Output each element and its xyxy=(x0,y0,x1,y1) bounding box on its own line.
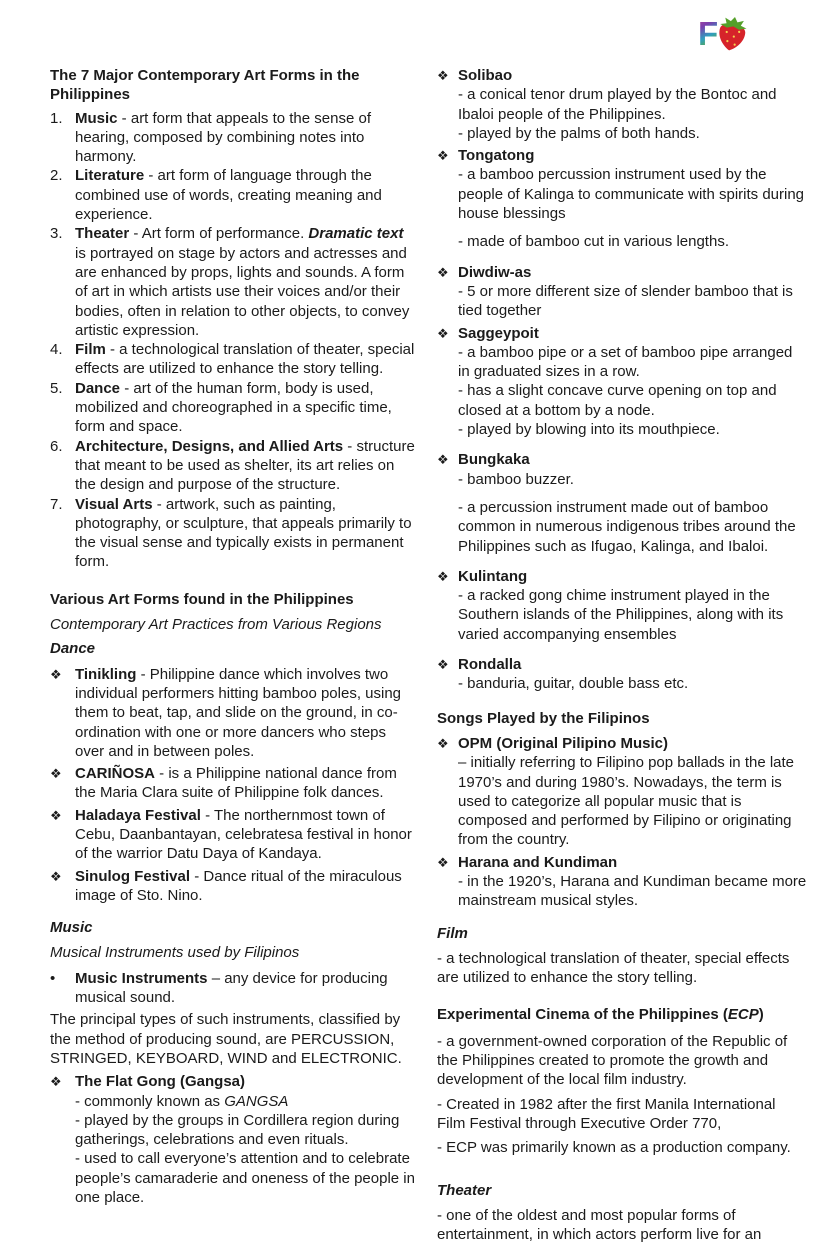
text-segment: Experimental Cinema of the Philippines xyxy=(437,1006,723,1024)
list-item xyxy=(50,867,418,906)
list-item xyxy=(50,1072,418,1207)
paragraph xyxy=(50,1010,418,1068)
bullet-icon: ❖ xyxy=(437,264,449,280)
list-item-content xyxy=(75,495,418,572)
diamond-bullet-list xyxy=(50,665,418,906)
text-segment: Musical Instruments used by Filipinos xyxy=(50,944,300,962)
list-item xyxy=(437,450,807,555)
text-segment: - a racked gong chime instrument played in the Southern islands of the Philippines, along with its varied accompanying ensembles xyxy=(458,587,784,643)
bullet-icon: ❖ xyxy=(437,148,449,164)
paragraph xyxy=(458,872,807,911)
bold-italic-subheading xyxy=(50,639,418,658)
paragraph xyxy=(75,764,418,803)
text-segment: - is a Philippine national dance from the Maria Clara suite of Philippine folk dances. xyxy=(75,765,397,802)
diamond-bullet-list xyxy=(437,66,807,694)
diamond-bullet-list xyxy=(437,734,807,911)
dot-bullet-list xyxy=(50,969,418,1008)
text-segment: - 5 or more different size of slender bamboo that is tied together xyxy=(458,282,793,320)
text-segment: Music Instruments xyxy=(75,969,208,987)
paragraph xyxy=(458,470,807,489)
diamond-bullet-list xyxy=(50,1072,418,1207)
text-segment: ( xyxy=(722,1006,728,1024)
paragraph xyxy=(437,1206,807,1244)
paragraph xyxy=(458,420,807,439)
paragraph xyxy=(75,665,418,761)
bullet-icon: ❖ xyxy=(50,666,62,682)
paragraph xyxy=(75,969,418,1008)
paragraph xyxy=(437,1095,807,1134)
text-segment: - art form that appeals to the sense of hearing, composed by combining notes into harmony. xyxy=(75,109,371,166)
paragraph xyxy=(75,867,418,906)
paragraph xyxy=(458,85,807,124)
text-segment: - Dance ritual of the miraculous image of Sto. Nino. xyxy=(75,867,402,904)
text-segment: - a government-owned corporation of the Republic of the Philippines created to promote the growth and development of the local film industry. xyxy=(437,1032,788,1089)
list-item xyxy=(437,734,807,850)
bold-italic-subheading xyxy=(437,924,807,943)
list-item xyxy=(50,437,418,495)
text-segment: Tongatong xyxy=(458,147,535,165)
text-segment: – any device for producing musical sound. xyxy=(75,969,388,1007)
text-segment: - in the 1920’s, Harana and Kundiman became more mainstream musical styles. xyxy=(458,872,807,910)
text-segment: Various Art Forms found in the Philippines xyxy=(50,590,354,608)
bullet-icon: ❖ xyxy=(437,452,449,468)
list-item-content xyxy=(458,450,807,555)
paragraph xyxy=(75,1092,418,1111)
list-item xyxy=(50,806,418,864)
paragraph xyxy=(75,166,418,224)
list-item xyxy=(50,379,418,437)
paragraph xyxy=(75,495,418,572)
section-heading xyxy=(437,1005,807,1024)
text-segment: Music xyxy=(75,109,118,127)
bullet-icon: ❖ xyxy=(437,657,449,673)
list-item-content xyxy=(75,379,418,437)
item-number: 4. xyxy=(50,341,63,359)
italic-subheading xyxy=(50,615,418,634)
list-item-content xyxy=(458,324,807,440)
text-segment: Harana and Kundiman xyxy=(458,853,618,871)
paragraph xyxy=(458,263,807,282)
bold-italic-subheading xyxy=(437,1181,807,1200)
text-segment: Visual Arts xyxy=(75,495,153,513)
paragraph xyxy=(458,324,807,343)
text-segment: Literature xyxy=(75,167,145,185)
text-segment: - a technological translation of theater, special effects are utilized to enhance the story telling. xyxy=(437,949,790,987)
paragraph xyxy=(458,567,807,586)
bullet-icon: ❖ xyxy=(437,735,449,751)
text-segment: - a percussion instrument made out of bamboo common in numerous indigenous tribes around the Philippines such as Ifugao, Kalinga, and Ibaloi. xyxy=(458,498,796,555)
text-segment: - Created in 1982 after the first Manila International Film Festival through Executive Order 770, xyxy=(437,1095,776,1132)
text-segment: Dramatic text xyxy=(308,225,404,243)
text-segment: Dance xyxy=(50,640,96,658)
text-segment: Music xyxy=(50,919,93,937)
paragraph xyxy=(458,450,807,469)
bullet-icon: ❖ xyxy=(50,1074,62,1090)
text-segment: CARIÑOSA xyxy=(75,765,156,783)
list-item-content xyxy=(458,853,807,911)
list-item-content xyxy=(75,806,418,864)
paragraph xyxy=(437,1138,807,1157)
text-segment: - a bamboo percussion instrument used by the people of Kalinga to communicate with spirits during house blessings xyxy=(458,166,805,223)
list-item xyxy=(437,655,807,694)
paragraph xyxy=(75,109,418,167)
paragraph xyxy=(75,806,418,864)
text-segment: Contemporary Art Practices from Various Regions xyxy=(50,616,382,634)
item-number: 6. xyxy=(50,437,63,455)
text-segment: Bungkaka xyxy=(458,451,530,469)
text-segment: Film xyxy=(437,924,468,942)
list-item-content xyxy=(75,166,418,224)
logo xyxy=(698,14,751,54)
text-segment: - Philippine dance which involves two individual performers hitting bamboo poles, using them to beat, tap, and slide on the ground, in co-ordination with one or more dancers who steps over and in between poles. xyxy=(75,665,402,760)
text-segment: - has a slight concave curve opening on top and closed at a bottom by a node. xyxy=(458,382,777,419)
paragraph xyxy=(458,655,807,674)
text-segment: - played by the groups in Cordillera region during gatherings, celebrations and even rituals. xyxy=(75,1111,400,1149)
text-segment: ) xyxy=(758,1006,764,1024)
text-segment: - a conical tenor drum played by the Bontoc and Ibaloi people of the Philippines. xyxy=(458,86,777,123)
text-segment: - made of bamboo cut in various lengths. xyxy=(458,233,729,251)
text-segment: - played by blowing into its mouthpiece. xyxy=(458,421,720,439)
list-item xyxy=(50,340,418,379)
text-segment: - commonly known as xyxy=(75,1092,225,1110)
list-item-content xyxy=(75,437,418,495)
paragraph xyxy=(458,232,807,251)
text-segment: Architecture, Designs, and Allied Arts xyxy=(75,437,344,455)
text-segment: Haladaya Festival xyxy=(75,806,201,824)
list-item-content xyxy=(75,1072,418,1207)
logo-letter: F xyxy=(698,15,718,52)
text-segment: - art of the human form, body is used, mobilized and choreographed in a specific time, form and space. xyxy=(75,379,392,436)
list-item xyxy=(50,764,418,803)
list-item-content xyxy=(75,867,418,906)
text-segment: The Flat Gong (Gangsa) xyxy=(75,1073,246,1091)
bold-italic-subheading xyxy=(50,918,418,937)
bullet-icon: • xyxy=(50,969,56,987)
item-number: 2. xyxy=(50,167,63,185)
paragraph xyxy=(75,437,418,495)
text-segment: Songs Played by the Filipinos xyxy=(437,709,650,727)
text-segment: Theater xyxy=(75,225,130,243)
bullet-icon: ❖ xyxy=(50,868,62,884)
text-segment: Kulintang xyxy=(458,567,528,585)
bullet-icon: ❖ xyxy=(437,568,449,584)
paragraph xyxy=(458,586,807,644)
text-segment: - art form of language through the combined use of words, creating meaning and experience. xyxy=(75,167,382,224)
text-segment: Dance xyxy=(75,379,121,397)
list-item xyxy=(50,495,418,572)
text-segment: - one of the oldest and most popular forms of entertainment, in which actors perform live for an xyxy=(437,1206,762,1244)
list-item xyxy=(50,224,418,340)
list-item xyxy=(50,969,418,1008)
list-item-content xyxy=(75,224,418,340)
list-item-content xyxy=(458,655,807,694)
list-item-content xyxy=(75,109,418,167)
item-number: 3. xyxy=(50,225,63,243)
list-item-content xyxy=(458,263,807,321)
paragraph xyxy=(75,224,418,340)
text-segment: - Art form of performance. xyxy=(129,225,309,243)
list-item xyxy=(50,665,418,761)
strawberry-icon xyxy=(713,14,751,54)
item-number: 1. xyxy=(50,109,63,127)
list-item-content xyxy=(458,66,807,143)
list-item xyxy=(437,567,807,644)
text-segment: - bamboo buzzer. xyxy=(458,470,574,488)
paragraph xyxy=(458,124,807,143)
text-segment: GANGSA xyxy=(224,1092,289,1110)
bullet-icon: ❖ xyxy=(437,854,449,870)
paragraph xyxy=(458,146,807,165)
text-segment: - played by the palms of both hands. xyxy=(458,124,700,142)
text-segment: Film xyxy=(75,341,106,359)
text-segment: Rondalla xyxy=(458,656,522,674)
paragraph xyxy=(437,949,807,988)
text-segment: ECP xyxy=(727,1006,759,1024)
paragraph xyxy=(458,381,807,420)
text-segment: - ECP was primarily known as a production company. xyxy=(437,1139,791,1157)
bullet-icon: ❖ xyxy=(50,807,62,823)
item-number: 7. xyxy=(50,495,63,513)
list-item-content xyxy=(75,969,418,1008)
paragraph xyxy=(458,66,807,85)
paragraph xyxy=(458,498,807,556)
text-segment: - artwork, such as painting, photography, or sculpture, that appeals primarily to the visual sense and typically exists in permanent form. xyxy=(75,495,412,571)
paragraph xyxy=(458,343,807,382)
list-item-content xyxy=(458,734,807,850)
text-segment: OPM (Original Pilipino Music) xyxy=(458,734,669,752)
paragraph xyxy=(458,674,807,693)
paragraph xyxy=(458,282,807,321)
list-item xyxy=(437,853,807,911)
text-segment: - structure that meant to be used as shelter, its art relies on the design and purpose of the structure. xyxy=(75,437,415,494)
text-segment: - a technological translation of theater, special effects are utilized to enhance the story telling. xyxy=(75,341,415,378)
left-column xyxy=(50,66,418,1207)
section-heading xyxy=(437,709,807,728)
list-item-content xyxy=(75,340,418,379)
bullet-icon: ❖ xyxy=(50,766,62,782)
text-segment: Theater xyxy=(437,1181,492,1199)
numbered-list xyxy=(50,109,418,572)
list-item xyxy=(50,109,418,167)
text-segment: is portrayed on stage by actors and actresses and are enhanced by props, lights and sounds. A form of art in which artists use their voices and/or their bodies, often in relation to other objects, to convey artistic expression. xyxy=(75,244,410,339)
list-item xyxy=(437,66,807,143)
italic-subheading xyxy=(50,943,418,962)
text-segment: - The northernmost town of Cebu, Daanbantayan, celebratesa festival in honor of the warrior Datu Daya of Kandaya. xyxy=(75,806,412,863)
item-number: 5. xyxy=(50,379,63,397)
paragraph xyxy=(75,1072,418,1091)
list-item xyxy=(437,263,807,321)
paragraph xyxy=(458,165,807,223)
text-segment: - banduria, guitar, double bass etc. xyxy=(458,675,689,693)
paragraph xyxy=(458,734,807,753)
text-segment: Diwdiw-as xyxy=(458,263,532,281)
paragraph xyxy=(75,1149,418,1207)
text-segment: – initially referring to Filipino pop ballads in the late 1970’s and during 1980’s. Nowadays, the term is used to categorize all popular music that is composed and performed by Filipino or originating from the country. xyxy=(458,754,795,849)
list-item xyxy=(50,166,418,224)
paragraph xyxy=(75,379,418,437)
bullet-icon: ❖ xyxy=(437,325,449,341)
text-segment: The 7 Major Contemporary Art Forms in the Philippines xyxy=(50,67,360,104)
list-item xyxy=(437,324,807,440)
text-segment: The principal types of such instruments, classified by the method of producing sound, are PERCUSSION, STRINGED, KEYBOARD, WIND and ELECTRONIC. xyxy=(50,1011,402,1067)
paragraph xyxy=(458,753,807,849)
list-item-content xyxy=(458,567,807,644)
list-item-content xyxy=(458,146,807,251)
text-segment: - a bamboo pipe or a set of bamboo pipe arranged in graduated sizes in a row. xyxy=(458,343,793,381)
text-segment: Saggeypoit xyxy=(458,324,539,342)
paragraph xyxy=(75,340,418,379)
section-heading xyxy=(50,590,418,609)
bullet-icon: ❖ xyxy=(437,68,449,83)
text-segment: Sinulog Festival xyxy=(75,867,191,885)
paragraph xyxy=(458,853,807,872)
section-heading xyxy=(50,66,418,105)
paragraph xyxy=(75,1111,418,1150)
list-item-content xyxy=(75,665,418,761)
list-item xyxy=(437,146,807,251)
list-item-content xyxy=(75,764,418,803)
text-segment: - used to call everyone’s attention and to celebrate people’s camaraderie and oneness of the people in one place. xyxy=(75,1150,415,1207)
text-segment: Tinikling xyxy=(75,665,137,683)
text-segment: Solibao xyxy=(458,67,513,84)
right-column xyxy=(437,66,807,1244)
paragraph xyxy=(437,1032,807,1090)
